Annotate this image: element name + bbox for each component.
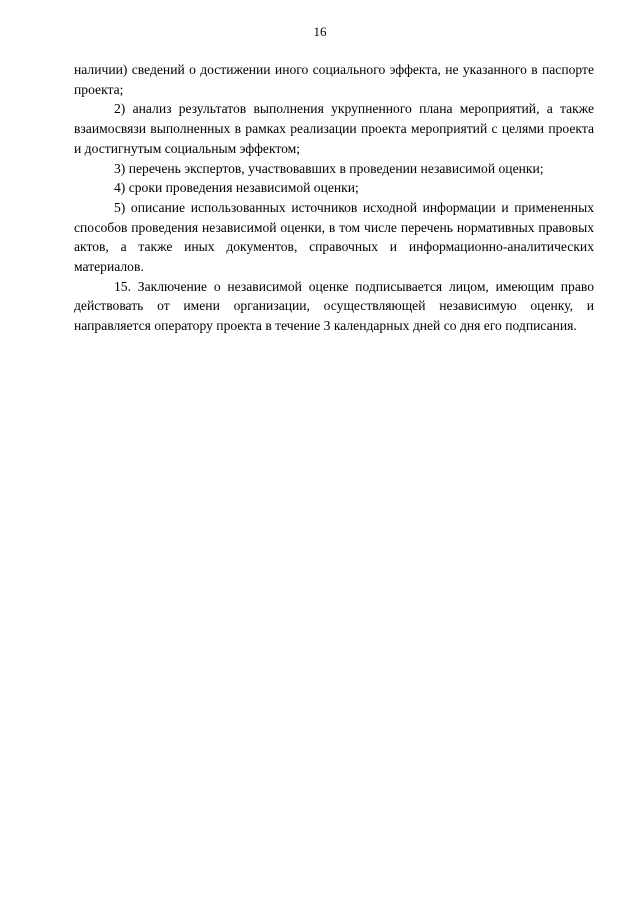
- paragraph-section-15: 15. Заключение о независимой оценке подписывается лицом, имеющим право действовать от имени организации, осуществляющей независимую оценку, и направляется оператору проекта в течение 3 календарных дней со дня его подписания.: [74, 278, 594, 334]
- paragraph-continuation: наличии) сведений о достижении иного социального эффекта, не указанного в паспорте проекта;: [74, 62, 594, 97]
- paragraph-item-3: 3) перечень экспертов, участвовавших в проведении независимой оценки;: [114, 160, 544, 176]
- document-body: [74, 60, 594, 336]
- paragraph-item-5: 5) описание использованных источников исходной информации и примененных способов проведения независимой оценки, в том числе перечень нормативных правовых актов, а также иных документов, справочных и информационно-аналитических материалов.: [74, 199, 594, 275]
- paragraph-item-4: 4) сроки проведения независимой оценки;: [114, 180, 359, 196]
- paragraph-item-2: 2) анализ результатов выполнения укрупненного плана мероприятий, а также взаимосвязи выполненных в рамках реализации проекта мероприятий с целями проекта и достигнутым социальным эффектом;: [74, 101, 594, 156]
- page-number: 16: [313, 24, 327, 39]
